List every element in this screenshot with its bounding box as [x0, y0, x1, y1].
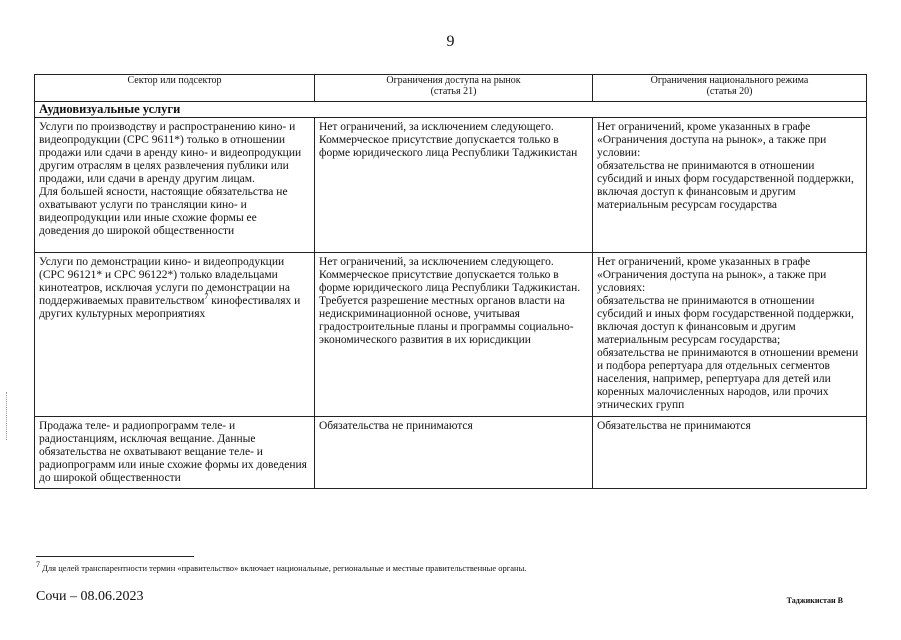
commitments-table [34, 74, 867, 489]
footnote-marker: 7 [36, 560, 40, 570]
national-treatment-cell: Нет ограничений, кроме указанных в графе «Ограничения доступа на рынок», а также при условиях: обязательства не принимаются в отношении субсидий и иных форм государственной поддержки, включая доступ к финансовым и другим материальным ресурсам государства; обязательства не принимаются в отношении времени и подбора репертуара для отдельных сегментов населения, например, репертуара для детей или коренных малочисленных народов, или прочих этнических групп [593, 253, 867, 417]
footnote-reference: 7 [204, 292, 209, 302]
header-sector: Сектор или подсектор [35, 75, 315, 102]
sector-cell: Продажа теле- и радиопрограмм теле- и радиостанциям, исключая вещание. Данные обязательства не охватывают вещание теле- и радиопрограмм или иные схожие формы их доведения до широкой общественности [35, 417, 315, 489]
sector-cell: Услуги по демонстрации кино- и видеопродукции (СРС 96121* и СРС 96122*) только владельцами кинотеатров, исключая услуги по демонстрации на поддерживаемых правительством$^7$ кинофестивалях и других культурных мероприятиях [35, 253, 315, 417]
footer-schedule-label: Таджикистан В [786, 596, 843, 605]
page-number: 9 [446, 33, 455, 50]
table-header-row [35, 75, 867, 102]
section-row [35, 102, 867, 118]
table-row [35, 253, 867, 417]
footer-place-date: Сочи – 08.06.2023 [36, 589, 144, 604]
table-row [35, 417, 867, 489]
header-national-treatment: Ограничения национального режима (статья 20) [593, 75, 867, 102]
market-access-cell: Нет ограничений, за исключением следующего. Коммерческое присутствие допускается только в форме юридического лица Республики Таджикистан. Требуется разрешение местных органов власти на недискриминационной основе, учитывая градостроительные планы и программы социально-экономического развития в их юрисдикции [315, 253, 593, 417]
sector-cell: Услуги по производству и распространению кино- и видеопродукции (СРС 9611*) только в отношении продажи или сдачи в аренду кино- и видеопродукции другим отраслям в целях развлечения публики или продажи, или сдачи в аренду другим лицам. Для большей ясности, настоящие обязательства не охватывают услуги по трансляции кино- и видеопродукции или иные схожие формы ее доведения до широкой общественности [35, 118, 315, 253]
footnote-text: Для целей транспарентности термин «правительство» включает национальные, региональные и местные правительственные органы. [40, 563, 527, 573]
table-row [35, 118, 867, 253]
national-treatment-cell: Нет ограничений, кроме указанных в графе «Ограничения доступа на рынок», а также при условии: обязательства не принимаются в отношении субсидий и иных форм государственной поддержки, включая доступ к финансовым и другим материальным ресурсам государства [593, 118, 867, 253]
market-access-cell: Обязательства не принимаются [315, 417, 593, 489]
national-treatment-cell: Обязательства не принимаются [593, 417, 867, 489]
market-access-cell: Нет ограничений, за исключением следующего. Коммерческое присутствие допускается только в форме юридического лица Республики Таджикистан [315, 118, 593, 253]
footnote-divider [36, 556, 194, 557]
header-market-access: Ограничения доступа на рынок (статья 21) [315, 75, 593, 102]
footnote [36, 560, 527, 573]
section-title: Аудиовизуальные услуги [35, 102, 867, 118]
scan-edge-marks [6, 392, 8, 440]
